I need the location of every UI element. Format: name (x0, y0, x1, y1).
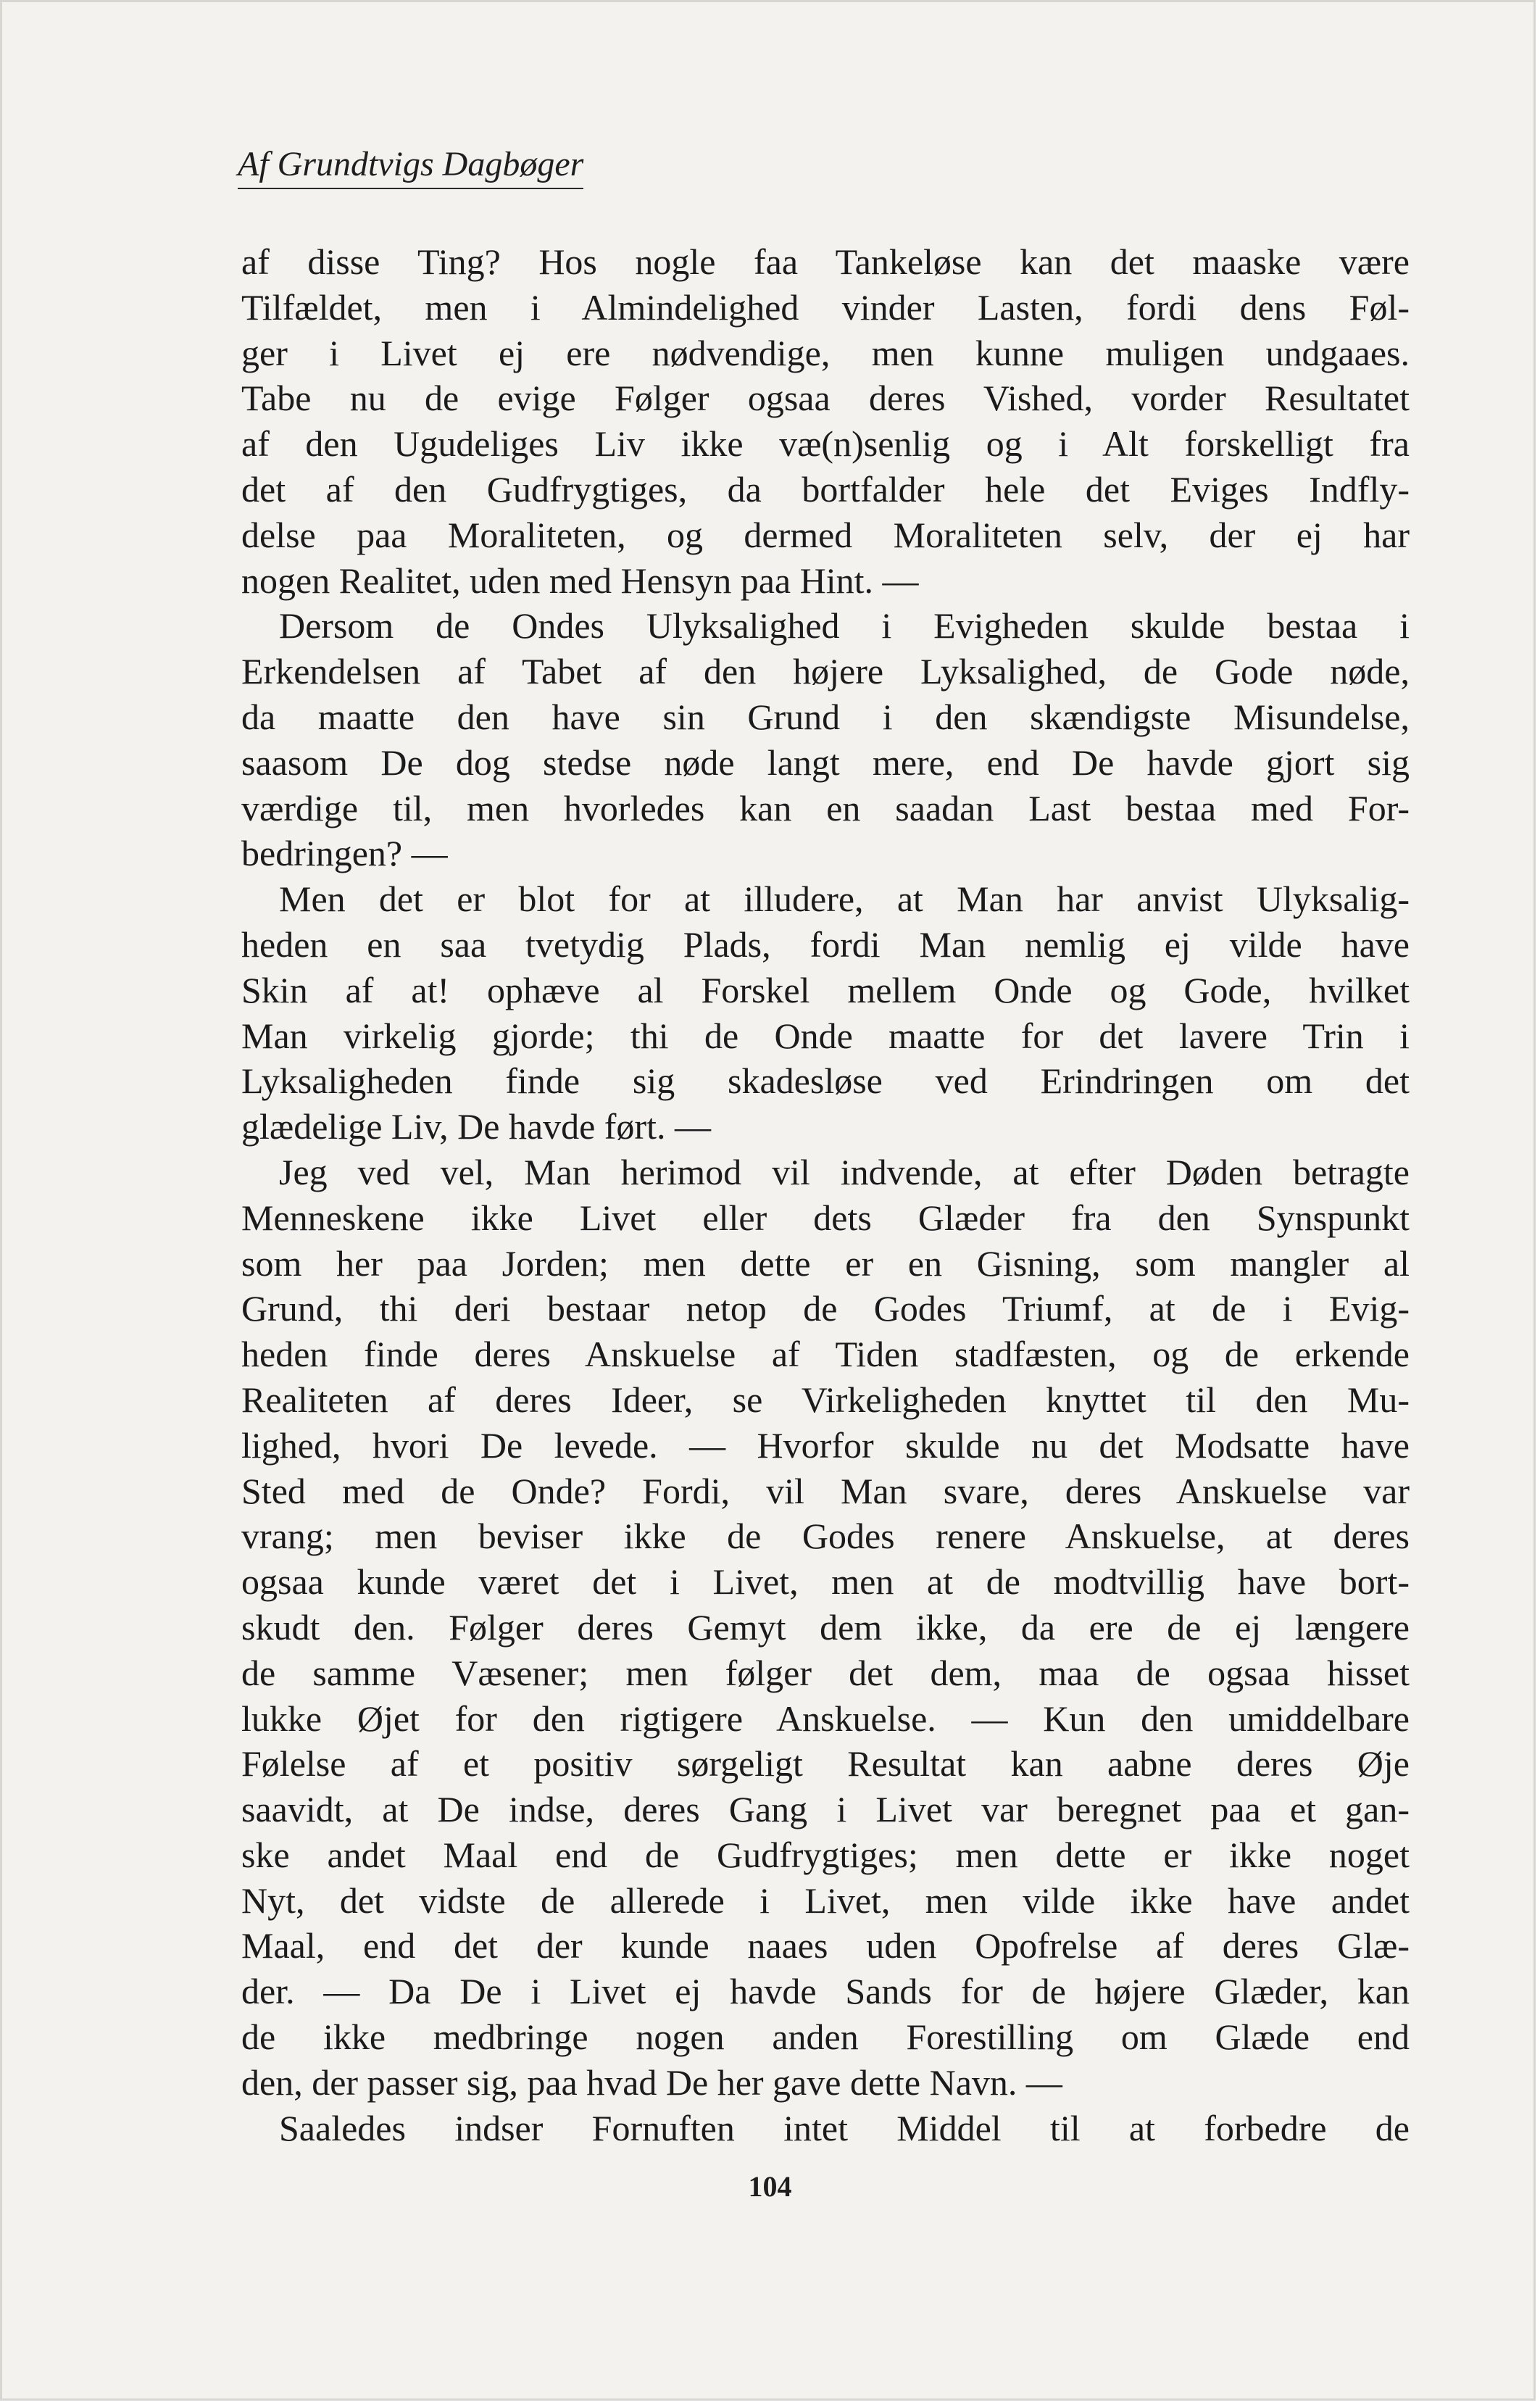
text-line: Nyt, det vidste de allerede i Livet, men vilde ikke have andet (241, 1879, 1410, 1921)
text-line: lukke Øjet for den rigtigere Anskuelse. — Kun den umiddelbare (241, 1698, 1410, 1739)
text-line: Grund, thi deri bestaar netop de Godes Triumf, at de i Evig- (241, 1288, 1410, 1329)
text-line: de samme Væsener; men følger det dem, maa de ogsaa hisset (241, 1652, 1410, 1693)
paragraph (241, 876, 1410, 1150)
text-line: Man virkelig gjorde; thi de Onde maatte for det lavere Trin i (241, 1015, 1410, 1056)
text-line: heden en saa tvetydig Plads, fordi Man nemlig ej vilde have (241, 923, 1410, 965)
text-line: da maatte den have sin Grund i den skændigste Misundelse, (241, 696, 1410, 737)
text-line: der. — Da De i Livet ej havde Sands for de højere Glæder, kan (241, 1971, 1410, 2012)
paragraph (241, 239, 1410, 603)
text-line: saasom De dog stedse nøde langt mere, end De havde gjort sig (241, 742, 1410, 783)
paragraph (241, 1150, 1410, 2106)
text-line: det af den Gudfrygtiges, da bortfalder hele det Eviges Indfly- (241, 468, 1410, 510)
text-line: Tabe nu de evige Følger ogsaa deres Vished, vorder Resultatet (241, 378, 1410, 419)
text-line: skudt den. Følger deres Gemyt dem ikke, da ere de ej længere (241, 1606, 1410, 1648)
text-line: Men det er blot for at illudere, at Man har anvist Ulyksalig- (279, 878, 1410, 920)
text-line: Realiteten af deres Ideer, se Virkeligheden knyttet til den Mu- (241, 1379, 1410, 1420)
text-line: vrang; men beviser ikke de Godes renere Anskuelse, at deres (241, 1516, 1410, 1557)
text-line: lighed, hvori De levede. — Hvorfor skulde nu det Modsatte have (241, 1424, 1410, 1466)
text-line: Sted med de Onde? Fordi, vil Man svare, deres Anskuelse var (241, 1470, 1410, 1511)
text-line: ogsaa kunde været det i Livet, men at de modtvillig have bort- (241, 1561, 1410, 1603)
text-line: Maal, end det der kunde naaes uden Opofrelse af deres Glæ- (241, 1925, 1410, 1966)
text-line: værdige til, men hvorledes kan en saadan Last bestaa med For- (241, 787, 1410, 828)
paragraph (241, 603, 1410, 876)
running-header-title: Af Grundtvigs Dagbøger (238, 144, 583, 189)
page-number: 104 (748, 2170, 792, 2203)
text-line: Skin af at! ophæve al Forskel mellem Onde og Gode, hvilket (241, 969, 1410, 1010)
text-line: de ikke medbringe nogen anden Forestilling om Glæde end (241, 2016, 1410, 2058)
paragraph (241, 2106, 1410, 2151)
body-text (241, 239, 1410, 2151)
text-line: Jeg ved vel, Man herimod vil indvende, at efter Døden betragte (279, 1151, 1410, 1192)
text-line: af disse Ting? Hos nogle faa Tankeløse kan det maaske være (241, 241, 1410, 282)
text-line: heden finde deres Anskuelse af Tiden stadfæsten, og de erkende (241, 1334, 1410, 1375)
text-line: Følelse af et positiv sørgeligt Resultat kan aabne deres Øje (241, 1743, 1410, 1785)
text-line: Erkendelsen af Tabet af den højere Lyksalighed, de Gode nøde, (241, 651, 1410, 692)
text-line: ger i Livet ej ere nødvendige, men kunne muligen undgaaes. (241, 332, 1410, 373)
text-line: af den Ugudeliges Liv ikke væ(n)senlig og i Alt forskelligt fra (241, 423, 1410, 465)
text-line: glædelige Liv, De havde ført. — (241, 1106, 711, 1147)
text-line: delse paa Moraliteten, og dermed Moraliteten selv, der ej har (241, 514, 1410, 555)
text-line: den, der passer sig, paa hvad De her gave dette Navn. — (241, 2061, 1062, 2103)
text-line: ske andet Maal end de Gudfrygtiges; men dette er ikke noget (241, 1834, 1410, 1875)
text-line: Saaledes indser Fornuften intet Middel til at forbedre de (279, 2107, 1410, 2148)
text-line: bedringen? — (241, 833, 448, 874)
text-line: Dersom de Ondes Ulyksalighed i Evigheden skulde bestaa i (279, 605, 1410, 647)
text-line: Lyksaligheden finde sig skadesløse ved Erindringen om det (241, 1060, 1410, 1102)
text-line: nogen Realitet, uden med Hensyn paa Hint. — (241, 560, 919, 601)
text-line: Tilfældet, men i Almindelighed vinder Lasten, fordi dens Føl- (241, 286, 1410, 328)
text-line: Menneskene ikke Livet eller dets Glæder fra den Synspunkt (241, 1197, 1410, 1238)
text-line: saavidt, at De indse, deres Gang i Livet var beregnet paa et gan- (241, 1789, 1410, 1830)
text-line: som her paa Jorden; men dette er en Gisning, som mangler al (241, 1242, 1410, 1284)
